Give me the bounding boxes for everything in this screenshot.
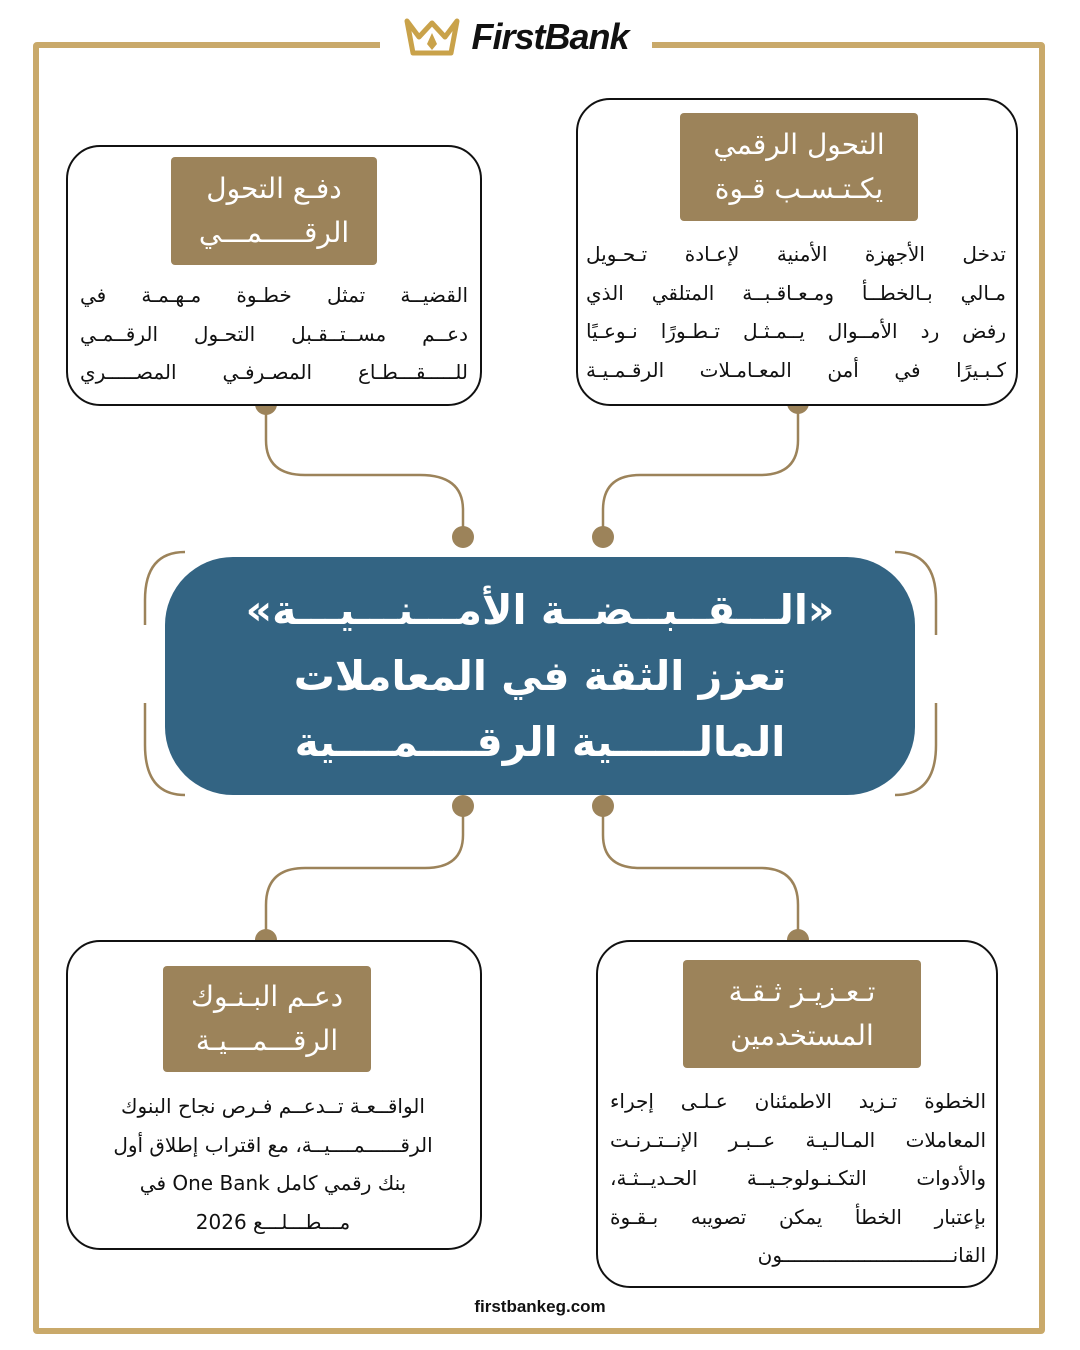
card-bottom-right-title: [683, 960, 921, 1068]
title-line: دفـع التحول: [206, 172, 342, 205]
body-line: الواقــعـة تــدعــم فـرص نجاح البنوك: [121, 1094, 425, 1118]
title-line: الرقـــمـــيـة: [195, 1024, 339, 1057]
body-line: للـــــقـــطـاع المصـرفـي المصـــــري: [80, 360, 468, 384]
body-line: المعاملات المـالـيـة عــبـر الإنــتـرنـت: [610, 1127, 986, 1152]
card-top-left-body: [80, 276, 468, 392]
body-line: الرقــــــمــــيــة، مع اقتراب إطلاق أول: [113, 1132, 433, 1157]
body-line: كـبـيرًا في أمن المعـامـلات الرقـمـيـة: [586, 357, 1006, 382]
body-line: تدخل الأجهزة الأمنية لإعـادة تـحـويل: [586, 242, 1006, 266]
body-line: بإعتبار الخطأ يمكن تصويبه بـقـوة: [610, 1204, 986, 1229]
headline-line: تعزز الثقة في المعاملات: [293, 652, 787, 700]
body-line: مـالي بـالخطــأ ومـعـاقـبــة المتلقي الذي: [586, 280, 1006, 305]
card-top-right-body: [586, 235, 1006, 389]
card-bottom-left-body: [78, 1087, 468, 1241]
headline-line: المالــــــية الرقــــمــــية: [294, 718, 786, 766]
card-bottom-left-title: [163, 966, 371, 1072]
body-line: الخطوة تـزيد الاطمئنان عـلـى إجراء: [610, 1089, 986, 1113]
headline-line: «الـــقــبــضــة الأمـــنـــيـــة»: [245, 586, 835, 634]
title-line: الرقـــــمـــي: [198, 216, 350, 249]
connector-dot: [592, 526, 614, 548]
title-line: دعـم البـنـوك: [190, 980, 344, 1013]
body-line: القانـــــــــــــــــــــــــــــون: [757, 1243, 986, 1267]
title-line: يكـتـسـب قـوة: [714, 172, 884, 205]
connector-dot: [592, 795, 614, 817]
body-line: مـــطـــلـــع 2026: [195, 1209, 351, 1234]
body-line: رفض رد الأمــوال يــمـثـل تـطـورًا نـوعـيًا: [586, 319, 1006, 343]
card-top-right-title: [680, 113, 918, 221]
connector-dot: [452, 795, 474, 817]
title-line: المستخدمين: [730, 1019, 874, 1052]
title-line: تـعـزيـز ثـقـة: [728, 975, 876, 1008]
card-bottom-right-body: [610, 1082, 986, 1275]
body-line: القضيــة تمثل خطـوة مـهـمـة في: [80, 283, 468, 307]
connector-dot: [452, 526, 474, 548]
body-line: والأدوات التكـنـولوجـيــة الحـديــثـة،: [610, 1166, 986, 1190]
card-top-left-title: [171, 157, 377, 265]
body-line: بنك رقمي كامل One Bank في: [139, 1171, 407, 1195]
center-headline: [165, 557, 915, 795]
website-link[interactable]: firstbankeg.com: [474, 1297, 606, 1316]
brand-name: FirstBank: [471, 16, 629, 57]
title-line: التحول الرقمي: [713, 128, 885, 161]
body-line: دعــم مســتــقـبل التحـول الرقــمـي: [80, 321, 468, 346]
